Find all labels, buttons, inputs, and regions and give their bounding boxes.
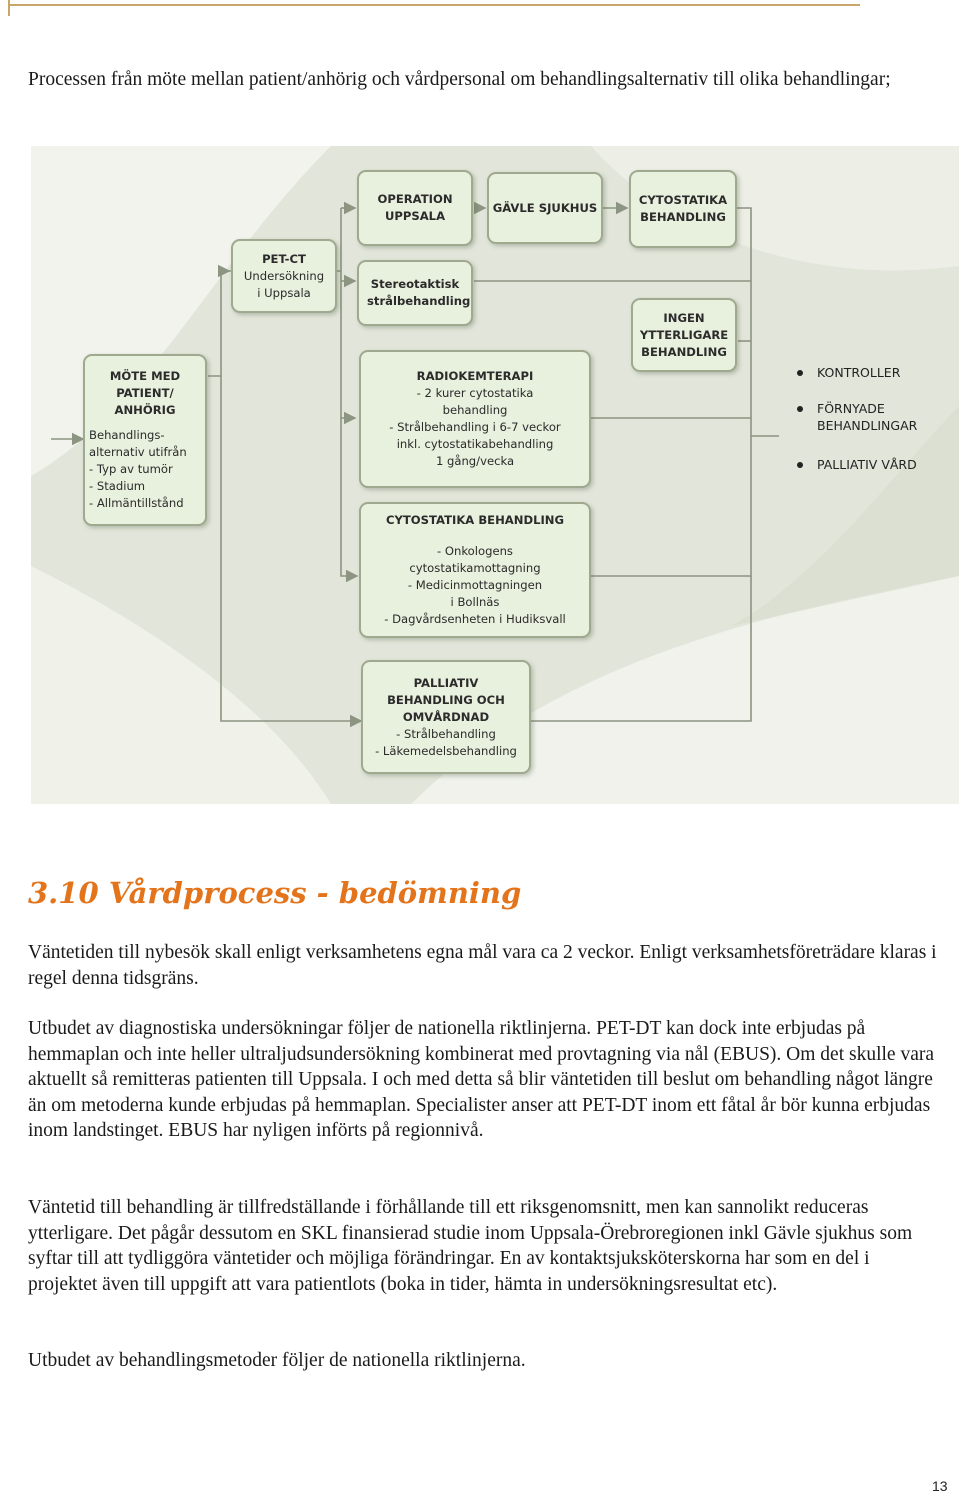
outcome-item — [793, 400, 959, 434]
paragraph-text: Om det skulle vara aktuellt så remitteras patienten till Uppsala. I och med detta så blir väntetiden till beslut om behandling något längre än om metoderna kunde erbjudas på hemmaplan. — [28, 1043, 935, 1116]
paragraph-treatment-wait — [28, 1195, 938, 1297]
paragraph-text: Det pågår dessutom en SKL finansierad studie inom Uppsala-Örebroregionen inkl Gävle sjukhus som syftar till att tydliggöra väntetider och möjliga förändringar. — [28, 1222, 913, 1270]
paragraph-text: Utbudet av behandlingsmetoder följer de nationella riktlinjerna. — [28, 1350, 526, 1371]
petct-line: i Uppsala — [257, 285, 311, 300]
section-heading: 3.10 Vårdprocess - bedömning — [28, 876, 522, 910]
outcome-item — [793, 456, 959, 473]
radio-line: - Strålbehandling i 6-7 veckor — [389, 420, 561, 434]
top-border-rule — [0, 0, 960, 12]
stereo-title: Stereotaktisk strålbehandling — [367, 277, 471, 308]
mote-line: Behandlings- — [89, 428, 165, 442]
box-cytostatika-behandling — [359, 502, 591, 638]
paragraph-wait-time — [28, 940, 938, 991]
bullet-icon — [797, 462, 803, 468]
operation-title: OPERATION UPPSALA — [377, 192, 453, 223]
outcome-item — [793, 364, 959, 381]
cyto-mid-line: - Medicinmottagningen — [407, 578, 543, 592]
outcome-label: FÖRNYADE BEHANDLINGAR — [817, 401, 918, 433]
cyto-mid-line: i Bollnäs — [450, 595, 500, 609]
radio-line: - 2 kurer cytostatika — [416, 386, 534, 400]
paragraph-text: En av kontaktsjuksköterskorna har som en del i projektet även till uppgift att vara patientlots (boka in tider, hämta in undersökningsresultat etc). — [28, 1248, 870, 1295]
outcome-label: KONTROLLER — [817, 365, 901, 380]
paragraph-text: Utbudet av diagnostiska undersökningar följer de nationella riktlinjerna. — [28, 1018, 592, 1039]
box-cytostatika-top — [629, 170, 737, 248]
process-diagram — [31, 146, 959, 804]
palliativ-title: PALLIATIV BEHANDLING OCH OMVÅRDNAD — [387, 675, 505, 724]
mote-line: alternativ utifrån — [89, 445, 187, 459]
outcome-label: PALLIATIV VÅRD — [817, 457, 917, 472]
palliativ-line: - Läkemedelsbehandling — [375, 743, 517, 758]
paragraph-text: EBUS har nyligen införts på regionnivå. — [163, 1120, 484, 1142]
top-rule-horizontal — [8, 4, 860, 6]
cyto-mid-title: CYTOSTATIKA BEHANDLING — [386, 513, 564, 527]
paragraph-diagnostics — [28, 1016, 938, 1144]
gavle-title: GÄVLE SJUKHUS — [492, 200, 598, 215]
page-number: 13 — [932, 1478, 948, 1494]
box-gavle-sjukhus — [487, 172, 603, 244]
paragraph-text: PET-DT kan dock inte erbjudas på hemmaplan och inte heller ultraljudsundersökning kombinerat med provtagning via nål (EBUS). — [28, 1018, 866, 1065]
radio-title: RADIOKEMTERAPI — [416, 369, 534, 383]
box-palliativ-behandling — [361, 660, 531, 774]
paragraph-text: Väntetiden till nybesök skall enligt verksamhetens egna mål vara ca 2 veckor. Enligt verksamhetsföreträdare klaras i regel denna tidsgräns. — [28, 942, 937, 989]
box-radiokemterapi — [359, 350, 591, 488]
radio-line: 1 gång/vecka — [435, 454, 515, 468]
mote-line: - Allmäntillstånd — [89, 496, 184, 510]
paragraph-text: Väntetid till behandling är tillfredställande i förhållande till ett riksgenomsnitt, men kan sannolikt reduceras ytterligare. — [28, 1197, 869, 1244]
cytostatika-top-title: CYTOSTATIKA BEHANDLING — [638, 193, 728, 224]
top-rule-vertical — [8, 0, 10, 16]
petct-title: PET-CT — [262, 251, 306, 266]
paragraph-treatment-methods — [28, 1348, 938, 1374]
cyto-mid-line: - Onkologens — [437, 544, 513, 558]
mote-line: - Typ av tumör — [89, 462, 173, 476]
mote-title: MÖTE MED PATIENT/ ANHÖRIG — [109, 369, 181, 417]
box-stereotaktisk — [357, 260, 473, 326]
bullet-icon — [797, 370, 803, 376]
intro-text: Processen från möte mellan patient/anhörig och vårdpersonal om behandlingsalternativ till olika behandlingar; — [28, 69, 891, 90]
cyto-mid-line: - Dagvårdsenheten i Hudiksvall — [384, 612, 566, 626]
ingen-title: INGEN YTTERLIGARE BEHANDLING — [639, 310, 729, 359]
box-operation-uppsala — [357, 170, 473, 246]
mote-line: - Stadium — [89, 479, 146, 493]
box-ingen-ytterligare — [631, 298, 737, 372]
radio-line: inkl. cytostatikabehandling — [396, 437, 554, 451]
bullet-icon — [797, 406, 803, 412]
palliativ-line: - Strålbehandling — [396, 726, 496, 741]
box-pet-ct — [231, 239, 337, 313]
radio-line: behandling — [442, 403, 508, 417]
paragraph-text: Specialister anser att PET-DT inom ett fåtal år bör kunna erbjudas inom landstinget. — [28, 1094, 931, 1142]
petct-line: Undersökning — [243, 268, 325, 283]
cyto-mid-line: cytostatikamottagning — [409, 561, 541, 575]
box-mote-patient — [83, 354, 207, 526]
